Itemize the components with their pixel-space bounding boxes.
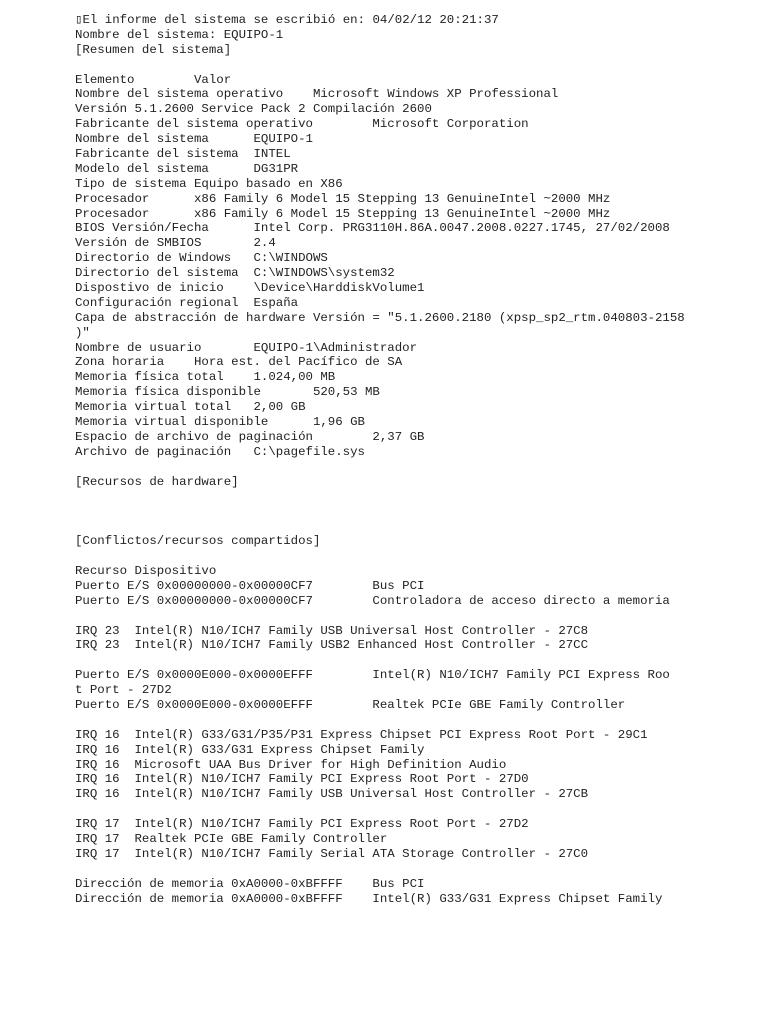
report-line: Procesador x86 Family 6 Model 15 Stepping 13 GenuineIntel ~2000 MHz [75,206,611,221]
report-line: Memoria virtual total 2,00 GB [75,400,306,415]
blank-line [75,460,748,475]
report-line: IRQ 17 Intel(R) N10/ICH7 Family PCI Express Root Port - 27D2 [75,817,529,832]
report-line: Puerto E/S 0x0000E000-0x0000EFFF Intel(R) N10/ICH7 Family PCI Express Roo [75,668,670,683]
report-line: Modelo del sistema DG31PR [75,161,299,176]
report-line: Nombre de usuario EQUIPO-1\Administrador [75,340,418,355]
report-line: Fabricante del sistema INTEL [75,147,291,162]
report-line: Memoria virtual disponible 1,96 GB [75,415,365,430]
report-line: Nombre del sistema operativo Microsoft Windows XP Professional [75,87,559,102]
blank-line [75,802,748,817]
report-line: )" [75,325,90,340]
blank-line [75,609,748,624]
report-line: Dirección de memoria 0xA0000-0xBFFFF Bus PCI [75,876,425,891]
report-line: BIOS Versión/Fecha Intel Corp. PRG3110H.86A.0047.2008.0227.1745, 27/02/2008 [75,221,670,236]
report-line: Archivo de paginación C:\pagefile.sys [75,444,365,459]
blank-line [75,58,748,73]
report-line: Versión 5.1.2600 Service Pack 2 Compilación 2600 [75,102,432,117]
report-line: Procesador x86 Family 6 Model 15 Stepping 13 GenuineIntel ~2000 MHz [75,191,611,206]
report-line: Elemento Valor [75,72,232,87]
report-line: ▯El informe del sistema se escribió en: 04/02/12 20:21:37 [75,13,499,27]
report-line: Puerto E/S 0x00000000-0x00000CF7 Controladora de acceso directo a memoria [75,593,670,608]
report-line: Nombre del sistema EQUIPO-1 [75,132,313,147]
blank-line [75,519,748,534]
report-line: Configuración regional España [75,295,299,310]
report-line: Capa de abstracción de hardware Versión = "5.1.2600.2180 (xpsp_sp2_rtm.040803-2158 [75,310,685,325]
report-line: Recurso Dispositivo [75,563,217,578]
blank-line [75,549,748,564]
report-line: Dispostivo de inicio \Device\HarddiskVolume1 [75,281,425,296]
report-line: [Conflictos/recursos compartidos] [75,534,321,549]
system-report-text [75,13,748,906]
report-line: Puerto E/S 0x00000000-0x00000CF7 Bus PCI [75,578,425,593]
report-line: Zona horaria Hora est. del Pacífico de SA [75,355,403,370]
report-line: t Port - 27D2 [75,683,172,698]
report-line: IRQ 16 Intel(R) G33/G31 Express Chipset Family [75,742,425,757]
report-line: IRQ 23 Intel(R) N10/ICH7 Family USB Universal Host Controller - 27C8 [75,623,589,638]
report-line: Espacio de archivo de paginación 2,37 GB [75,429,425,444]
report-line: IRQ 17 Realtek PCIe GBE Family Controller [75,831,388,846]
report-line: Puerto E/S 0x0000E000-0x0000EFFF Realtek PCIe GBE Family Controller [75,697,626,712]
report-line: Directorio del sistema C:\WINDOWS\system32 [75,266,395,281]
report-line: Memoria física disponible 520,53 MB [75,385,380,400]
report-line: IRQ 16 Intel(R) N10/ICH7 Family USB Universal Host Controller - 27CB [75,787,589,802]
report-line: Versión de SMBIOS 2.4 [75,236,276,251]
report-line: Nombre del sistema: EQUIPO-1 [75,27,284,42]
report-line: [Resumen del sistema] [75,42,232,57]
report-line: [Recursos de hardware] [75,474,239,489]
report-line: Fabricante del sistema operativo Microsoft Corporation [75,117,529,132]
report-line: Memoria física total 1.024,00 MB [75,370,336,385]
report-line: IRQ 23 Intel(R) N10/ICH7 Family USB2 Enhanced Host Controller - 27CC [75,638,589,653]
report-line: IRQ 16 Intel(R) N10/ICH7 Family PCI Express Root Port - 27D0 [75,772,529,787]
report-line: IRQ 16 Intel(R) G33/G31/P35/P31 Express Chipset PCI Express Root Port - 29C1 [75,727,648,742]
report-line: IRQ 16 Microsoft UAA Bus Driver for High Definition Audio [75,757,507,772]
report-line: Tipo de sistema Equipo basado en X86 [75,176,343,191]
blank-line [75,653,748,668]
blank-line [75,490,748,505]
report-line: Directorio de Windows C:\WINDOWS [75,251,328,266]
blank-line [75,713,748,728]
report-line: Dirección de memoria 0xA0000-0xBFFFF Intel(R) G33/G31 Express Chipset Family [75,891,663,906]
blank-line [75,504,748,519]
blank-line [75,862,748,877]
report-line: IRQ 17 Intel(R) N10/ICH7 Family Serial ATA Storage Controller - 27C0 [75,846,589,861]
